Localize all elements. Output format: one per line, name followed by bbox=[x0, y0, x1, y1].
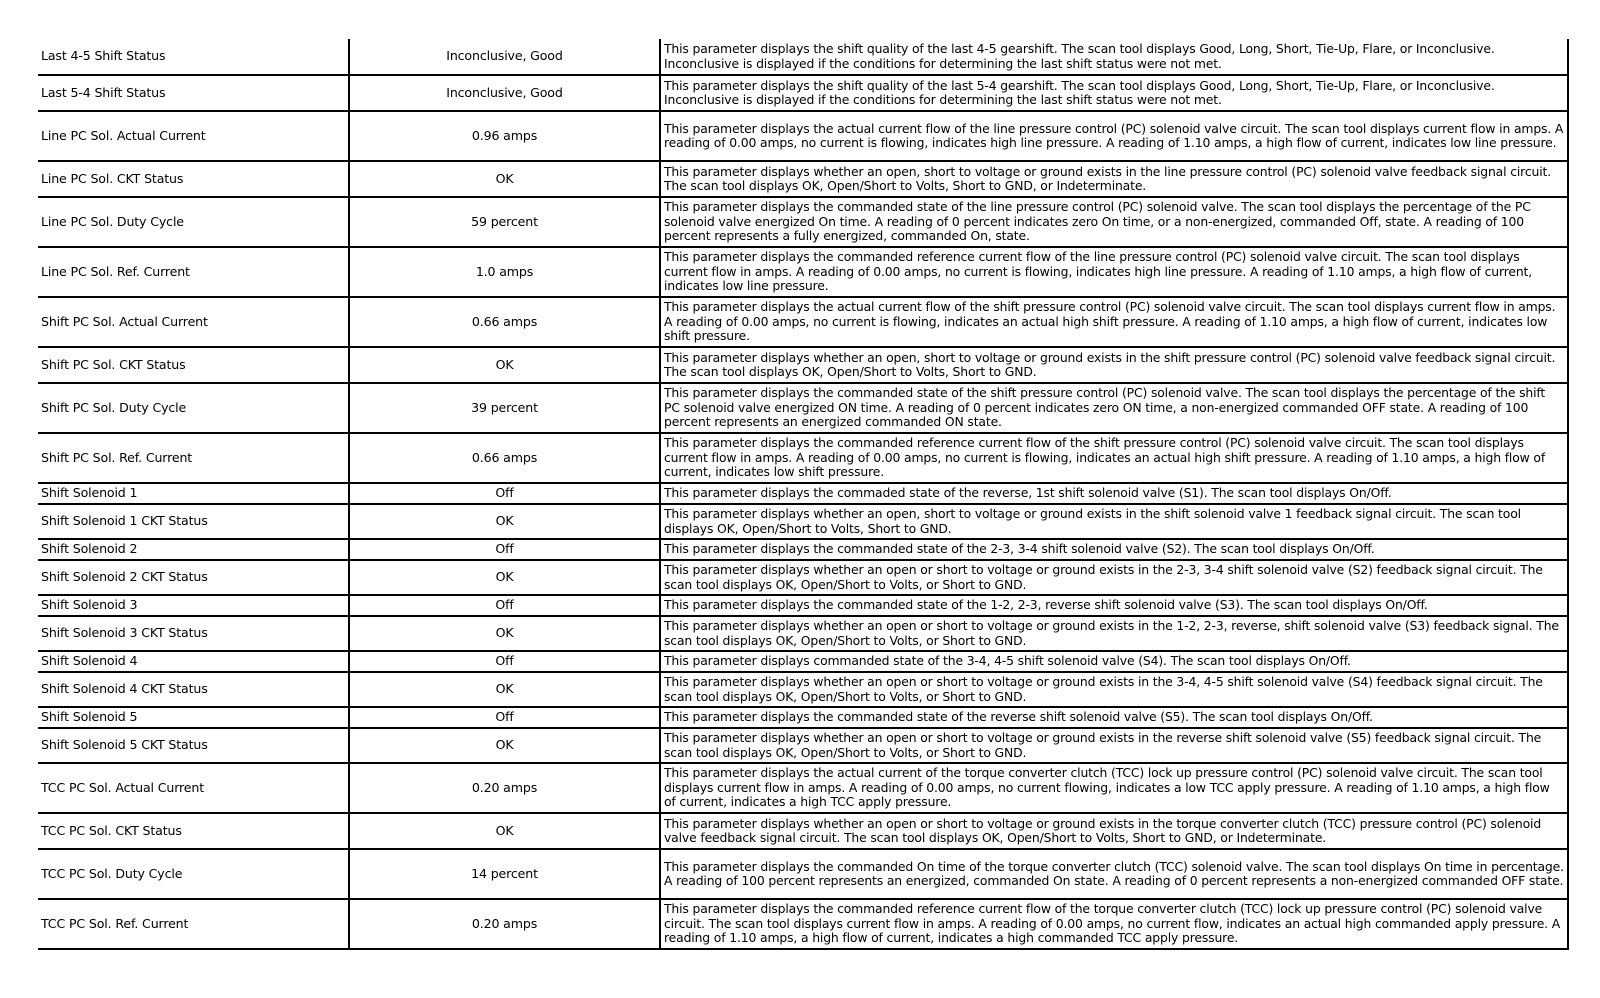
parameter-value: OK bbox=[349, 616, 660, 651]
parameter-value: OK bbox=[349, 161, 660, 197]
parameter-description: This parameter displays the commaded state of the reverse, 1st shift solenoid valve (S1). The scan tool displays On/Off. bbox=[660, 483, 1568, 504]
parameter-value: 39 percent bbox=[349, 383, 660, 433]
parameter-description: This parameter displays whether an open, short to voltage or ground exists in the shift pressure control (PC) solenoid valve feedback signal circuit. The scan tool displays OK, Open/Short to Volts, Short to GND. bbox=[660, 347, 1568, 383]
parameter-description: This parameter displays the commanded On time of the torque converter clutch (TCC) solenoid valve. The scan tool displays On time in percentage. A reading of 100 percent represents an energized, commanded On state. A reading of 0 percent represents a non-energized commanded OFF state. bbox=[660, 849, 1568, 899]
parameter-name: TCC PC Sol. Actual Current bbox=[38, 763, 349, 813]
table-row bbox=[38, 672, 1568, 707]
parameter-name: TCC PC Sol. Ref. Current bbox=[38, 899, 349, 949]
parameter-name: Shift Solenoid 4 bbox=[38, 651, 349, 672]
parameter-value: 0.96 amps bbox=[349, 111, 660, 161]
table-row bbox=[38, 383, 1568, 433]
parameter-value: 59 percent bbox=[349, 197, 660, 247]
parameter-value: 0.66 amps bbox=[349, 433, 660, 483]
parameter-description: This parameter displays whether an open or short to voltage or ground exists in the 1-2, 2-3, reverse, shift solenoid valve (S3) feedback signal. The scan tool displays OK, Open/Short to Volts, or Short to GND. bbox=[660, 616, 1568, 651]
parameter-name: Line PC Sol. CKT Status bbox=[38, 161, 349, 197]
parameter-description: This parameter displays the commanded state of the 2-3, 3-4 shift solenoid valve (S2). The scan tool displays On/Off. bbox=[660, 539, 1568, 560]
parameter-description: This parameter displays whether an open or short to voltage or ground exists in the reverse shift solenoid valve (S5) feedback signal circuit. The scan tool displays OK, Open/Short to Volts, or Short to GND. bbox=[660, 728, 1568, 763]
scan-data-sheet bbox=[38, 39, 1568, 950]
table-row bbox=[38, 899, 1568, 949]
parameter-description: This parameter displays the commanded state of the 1-2, 2-3, reverse shift solenoid valve (S3). The scan tool displays On/Off. bbox=[660, 595, 1568, 616]
parameter-description: This parameter displays the actual current flow of the line pressure control (PC) solenoid valve circuit. The scan tool displays current flow in amps. A reading of 0.00 amps, no current is flowing, indicates high line pressure. A reading of 1.10 amps, a high flow of current, indicates low line pressure. bbox=[660, 111, 1568, 161]
parameter-value: Inconclusive, Good bbox=[349, 39, 660, 75]
parameter-name: Last 5-4 Shift Status bbox=[38, 75, 349, 111]
parameter-description: This parameter displays whether an open or short to voltage or ground exists in the torque converter clutch (TCC) pressure control (PC) solenoid valve feedback signal circuit. The scan tool displays OK, Open/Short to Volts, Short to GND, or Indeterminate. bbox=[660, 813, 1568, 849]
parameter-name: Shift Solenoid 2 bbox=[38, 539, 349, 560]
parameter-value: 0.20 amps bbox=[349, 899, 660, 949]
parameter-name: Shift Solenoid 5 bbox=[38, 707, 349, 728]
table-row bbox=[38, 75, 1568, 111]
parameter-name: Shift Solenoid 3 CKT Status bbox=[38, 616, 349, 651]
parameter-name: TCC PC Sol. CKT Status bbox=[38, 813, 349, 849]
table-row bbox=[38, 616, 1568, 651]
parameter-description: This parameter displays whether an open, short to voltage or ground exists in the line pressure control (PC) solenoid valve feedback signal circuit. The scan tool displays OK, Open/Short to Volts, Short to GND, or Indeterminate. bbox=[660, 161, 1568, 197]
table-row bbox=[38, 197, 1568, 247]
parameter-value: OK bbox=[349, 672, 660, 707]
table-row bbox=[38, 595, 1568, 616]
parameter-name: Line PC Sol. Duty Cycle bbox=[38, 197, 349, 247]
table-row bbox=[38, 483, 1568, 504]
parameter-value: OK bbox=[349, 813, 660, 849]
parameter-description: This parameter displays commanded state of the 3-4, 4-5 shift solenoid valve (S4). The scan tool displays On/Off. bbox=[660, 651, 1568, 672]
table-row bbox=[38, 849, 1568, 899]
parameter-name: Shift Solenoid 1 bbox=[38, 483, 349, 504]
parameter-name: Shift Solenoid 4 CKT Status bbox=[38, 672, 349, 707]
parameter-value: 14 percent bbox=[349, 849, 660, 899]
parameter-name: Line PC Sol. Actual Current bbox=[38, 111, 349, 161]
table-row bbox=[38, 161, 1568, 197]
parameter-value: Inconclusive, Good bbox=[349, 75, 660, 111]
parameter-value: 1.0 amps bbox=[349, 247, 660, 297]
parameter-description: This parameter displays the actual current of the torque converter clutch (TCC) lock up pressure control (PC) solenoid valve circuit. The scan tool displays current flow in amps. A reading of 0.00 amps, no current flowing, indicates a low TCC apply pressure. A reading of 1.10 amps, a high flow of current, indicates a high TCC apply pressure. bbox=[660, 763, 1568, 813]
table-row bbox=[38, 651, 1568, 672]
table-row bbox=[38, 763, 1568, 813]
parameter-description: This parameter displays the commanded state of the reverse shift solenoid valve (S5). The scan tool displays On/Off. bbox=[660, 707, 1568, 728]
parameter-description: This parameter displays the actual current flow of the shift pressure control (PC) solenoid valve circuit. The scan tool displays current flow in amps. A reading of 0.00 amps, no current is flowing, indicates an actual high shift pressure. A reading of 1.10 amps, a high flow of current, indicates low shift pressure. bbox=[660, 297, 1568, 347]
parameter-name: Shift PC Sol. CKT Status bbox=[38, 347, 349, 383]
parameter-value: Off bbox=[349, 707, 660, 728]
parameter-description: This parameter displays the commanded state of the line pressure control (PC) solenoid valve. The scan tool displays the percentage of the PC solenoid valve energized On time. A reading of 0 percent indicates zero On time, or a non-energized, commanded Off, state. A reading of 100 percent represents a fully energized, commanded On, state. bbox=[660, 197, 1568, 247]
parameter-description: This parameter displays whether an open, short to voltage or ground exists in the shift solenoid valve 1 feedback signal circuit. The scan tool displays OK, Open/Short to Volts, Short to GND. bbox=[660, 504, 1568, 539]
parameter-description: This parameter displays the commanded reference current flow of the torque converter clutch (TCC) lock up pressure control (PC) solenoid valve circuit. The scan tool displays current flow in amps. A reading of 0.00 amps, no current flow, indicates an actual high commanded apply pressure. A reading of 1.10 amps, a high flow of current, indicates a high commanded TCC apply pressure. bbox=[660, 899, 1568, 949]
parameter-name: TCC PC Sol. Duty Cycle bbox=[38, 849, 349, 899]
table-row bbox=[38, 347, 1568, 383]
table-row bbox=[38, 504, 1568, 539]
parameter-name: Shift PC Sol. Ref. Current bbox=[38, 433, 349, 483]
parameter-description: This parameter displays whether an open or short to voltage or ground exists in the 2-3, 3-4 shift solenoid valve (S2) feedback signal circuit. The scan tool displays OK, Open/Short to Volts, or Short to GND. bbox=[660, 560, 1568, 595]
parameter-table-body bbox=[38, 39, 1568, 949]
parameter-value: OK bbox=[349, 728, 660, 763]
parameter-name: Shift Solenoid 5 CKT Status bbox=[38, 728, 349, 763]
parameter-value: OK bbox=[349, 347, 660, 383]
parameter-value: Off bbox=[349, 483, 660, 504]
parameter-table bbox=[38, 39, 1569, 950]
parameter-description: This parameter displays whether an open or short to voltage or ground exists in the 3-4, 4-5 shift solenoid valve (S4) feedback signal circuit. The scan tool displays OK, Open/Short to Volts, or Short to GND. bbox=[660, 672, 1568, 707]
parameter-name: Shift Solenoid 2 CKT Status bbox=[38, 560, 349, 595]
parameter-value: Off bbox=[349, 539, 660, 560]
parameter-description: This parameter displays the commanded state of the shift pressure control (PC) solenoid valve. The scan tool displays the percentage of the shift PC solenoid valve energized ON time. A reading of 0 percent indicates zero ON time, a non-energized commanded OFF state. A reading of 100 percent represents an energized commanded ON state. bbox=[660, 383, 1568, 433]
parameter-value: OK bbox=[349, 504, 660, 539]
parameter-name: Last 4-5 Shift Status bbox=[38, 39, 349, 75]
parameter-name: Shift Solenoid 1 CKT Status bbox=[38, 504, 349, 539]
table-row bbox=[38, 539, 1568, 560]
table-row bbox=[38, 297, 1568, 347]
table-row bbox=[38, 728, 1568, 763]
parameter-name: Shift Solenoid 3 bbox=[38, 595, 349, 616]
table-row bbox=[38, 433, 1568, 483]
table-row bbox=[38, 39, 1568, 75]
table-row bbox=[38, 813, 1568, 849]
table-row bbox=[38, 560, 1568, 595]
table-row bbox=[38, 111, 1568, 161]
parameter-description: This parameter displays the commanded reference current flow of the line pressure control (PC) solenoid valve circuit. The scan tool displays current flow in amps. A reading of 0.00 amps, no current is flowing, indicates high line pressure. A reading of 1.10 amps, a high flow of current, indicates low line pressure. bbox=[660, 247, 1568, 297]
parameter-description: This parameter displays the shift quality of the last 5-4 gearshift. The scan tool displays Good, Long, Short, Tie-Up, Flare, or Inconclusive. Inconclusive is displayed if the conditions for determining the last shift status were not met. bbox=[660, 75, 1568, 111]
parameter-value: 0.66 amps bbox=[349, 297, 660, 347]
table-row bbox=[38, 707, 1568, 728]
table-row bbox=[38, 247, 1568, 297]
parameter-value: OK bbox=[349, 560, 660, 595]
parameter-value: Off bbox=[349, 651, 660, 672]
parameter-description: This parameter displays the commanded reference current flow of the shift pressure control (PC) solenoid valve circuit. The scan tool displays current flow in amps. A reading of 0.00 amps, no current is flowing, indicates an actual high shift pressure. A reading of 1.10 amps, a high flow of current, indicates low shift pressure. bbox=[660, 433, 1568, 483]
parameter-name: Shift PC Sol. Actual Current bbox=[38, 297, 349, 347]
parameter-name: Shift PC Sol. Duty Cycle bbox=[38, 383, 349, 433]
parameter-description: This parameter displays the shift quality of the last 4-5 gearshift. The scan tool displays Good, Long, Short, Tie-Up, Flare, or Inconclusive. Inconclusive is displayed if the conditions for determining the last shift status were not met. bbox=[660, 39, 1568, 75]
parameter-name: Line PC Sol. Ref. Current bbox=[38, 247, 349, 297]
parameter-value: Off bbox=[349, 595, 660, 616]
parameter-value: 0.20 amps bbox=[349, 763, 660, 813]
